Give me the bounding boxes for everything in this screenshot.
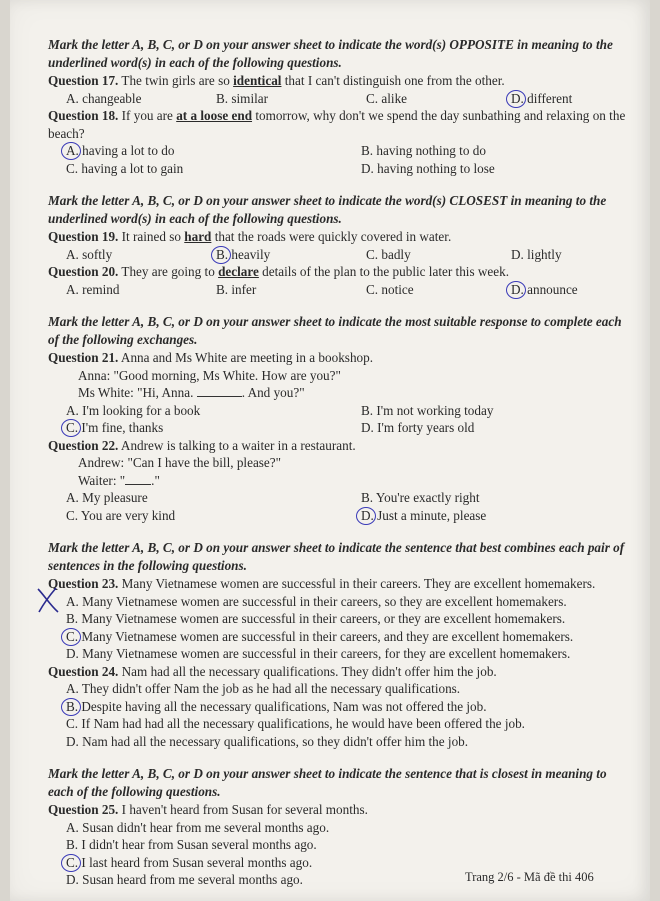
option-a[interactable]: A. My pleasure (66, 490, 148, 505)
option-d[interactable]: D. having nothing to lose (361, 160, 495, 176)
option-b[interactable]: B. Despite having all the necessary qualifications, Nam was not offered the job. (66, 698, 633, 716)
option-d[interactable]: D. Susan heard from me several months ago. (66, 872, 303, 887)
q18-options (48, 142, 633, 177)
exam-content (48, 30, 633, 889)
answer-blank (125, 473, 151, 485)
dialog-line: Ms White: "Hi, Anna. . And you?" (78, 385, 305, 400)
option-a[interactable]: A. I'm looking for a book (66, 402, 201, 418)
question-22: Question 22. Andrew is talking to a waiter in a restaurant. (48, 437, 356, 453)
option-b[interactable]: B. I'm not working today (361, 402, 494, 418)
question-21: Question 21. Anna and Ms White are meeting in a bookshop. (48, 350, 374, 365)
option-c[interactable]: C. I last heard from Susan several months ago. (66, 854, 633, 872)
option-b[interactable]: B. You're exactly right (361, 490, 480, 505)
section-instruction: Mark the letter A, B, C, or D on your answer sheet to indicate the sentence that best combines each pair of sentences in the following questions. (48, 540, 625, 573)
option-c[interactable]: C. If Nam had had all the necessary qualifications, he would have been offered the job. (66, 716, 525, 731)
option-d[interactable]: D. different (511, 90, 651, 108)
option-a[interactable]: A. Susan didn't hear from me several months ago. (66, 819, 330, 835)
exam-page (10, 0, 650, 901)
option-d[interactable]: D. I'm forty years old (361, 420, 475, 435)
question-17: Question 17. The twin girls are so identical that I can't distinguish one from the other. (48, 73, 505, 88)
question-18: Question 18. If you are at a loose end tomorrow, why don't we spend the day sunbathing and relaxing on the beach? (48, 108, 626, 141)
option-a[interactable]: A. They didn't offer Nam the job as he had all the necessary qualifications. (66, 681, 461, 696)
dialog-line: Waiter: " ." (78, 472, 160, 488)
option-d[interactable]: D. Nam had all the necessary qualifications, so they didn't offer him the job. (66, 733, 469, 749)
option-c[interactable]: C. You are very kind (66, 507, 176, 523)
question-25: Question 25. I haven't heard from Susan for several months. (48, 802, 368, 817)
option-a[interactable]: A. having a lot to do (66, 142, 361, 160)
option-b[interactable]: B. similar (216, 90, 269, 106)
option-d[interactable]: D. lightly (511, 246, 562, 262)
question-24: Question 24. Nam had all the necessary qualifications. They didn't offer him the job. (48, 663, 497, 679)
option-b[interactable]: B. I didn't hear from Susan several months ago. (66, 837, 317, 852)
section-instruction: Mark the letter A, B, C, or D on your answer sheet to indicate the word(s) CLOSEST in meaning to the underlined word(s) in each of the following questions. (48, 193, 607, 226)
dialog (48, 367, 633, 402)
option-d[interactable]: D. announce (511, 281, 651, 299)
question-20: Question 20. They are going to declare details of the plan to the public later this week. (48, 264, 509, 279)
option-d[interactable]: D. Just a minute, please (361, 507, 651, 525)
q24-options (48, 680, 633, 750)
q20-options (48, 281, 633, 299)
page-footer: Trang 2/6 - Mã đề thi 406 (465, 870, 594, 884)
section-instruction: Mark the letter A, B, C, or D on your answer sheet to indicate the most suitable response to complete each of the following exchanges. (48, 314, 622, 347)
question-19: Question 19. It rained so hard that the roads were quickly covered in water. (48, 229, 452, 244)
option-a[interactable]: A. Many Vietnamese women are successful in their careers, so they are excellent homemakers. (66, 593, 567, 609)
option-c[interactable]: C. Many Vietnamese women are successful in their careers, and they are excellent homemakers. (66, 628, 633, 646)
q23-options (48, 593, 633, 663)
option-b[interactable]: B. Many Vietnamese women are successful in their careers, or they are excellent homemakers. (66, 611, 566, 626)
option-a[interactable]: A. changeable (66, 90, 142, 106)
option-c[interactable]: C. having a lot to gain (66, 160, 184, 176)
q21-options (48, 402, 633, 437)
option-b[interactable]: B. infer (216, 281, 257, 297)
option-b[interactable]: B. heavily (216, 246, 366, 264)
q19-options (48, 246, 633, 264)
option-b[interactable]: B. having nothing to do (361, 143, 486, 158)
option-a[interactable]: A. softly (66, 246, 113, 262)
q17-options (48, 90, 633, 108)
pen-mark-icon (34, 585, 62, 615)
dialog-line: Anna: "Good morning, Ms White. How are you?" (78, 367, 341, 383)
section-instruction: Mark the letter A, B, C, or D on your answer sheet to indicate the word(s) OPPOSITE in meaning to the underlined word(s) in each of the following questions. (48, 37, 613, 70)
q22-options (48, 489, 633, 524)
dialog (48, 454, 633, 489)
option-a[interactable]: A. remind (66, 281, 120, 297)
answer-blank (197, 385, 242, 397)
option-c[interactable]: C. badly (366, 246, 411, 262)
option-c[interactable]: C. alike (366, 90, 408, 106)
dialog-line: Andrew: "Can I have the bill, please?" (78, 455, 282, 470)
question-23: Question 23. Many Vietnamese women are successful in their careers. They are excellent homemakers. (48, 576, 596, 591)
option-c[interactable]: C. I'm fine, thanks (66, 419, 361, 437)
section-instruction: Mark the letter A, B, C, or D on your answer sheet to indicate the sentence that is closest in meaning to each of the following questions. (48, 766, 607, 799)
option-d[interactable]: D. Many Vietnamese women are successful in their careers, for they are excellent homemakers. (66, 646, 571, 661)
option-c[interactable]: C. notice (366, 281, 414, 297)
